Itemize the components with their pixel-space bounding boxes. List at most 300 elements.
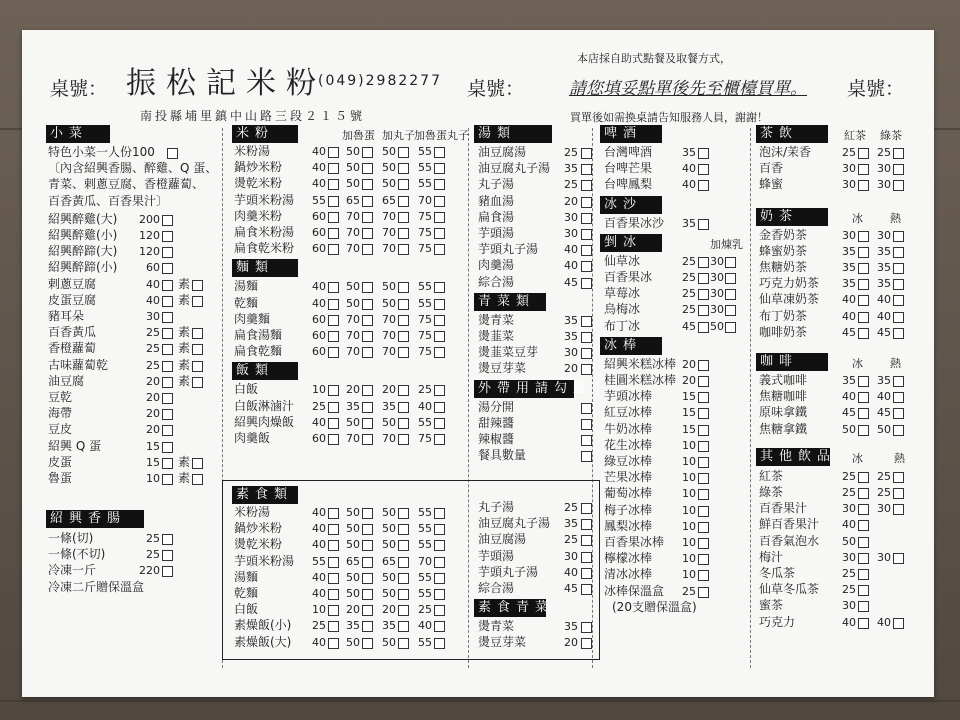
order-checkbox[interactable] xyxy=(581,403,592,414)
item-price: 10 xyxy=(682,568,696,582)
order-checkbox[interactable] xyxy=(434,508,445,519)
item-price: 50 xyxy=(382,161,396,175)
order-checkbox[interactable] xyxy=(581,364,592,375)
column-header: 冰 xyxy=(852,211,863,225)
order-checkbox[interactable] xyxy=(162,409,173,420)
item-price: 220 xyxy=(139,564,160,578)
item-name: 油豆腐湯 xyxy=(478,145,527,159)
order-checkbox[interactable] xyxy=(581,245,592,256)
item-name: 百香 xyxy=(759,161,784,176)
item-price: 70 xyxy=(346,432,360,445)
section-header: 湯類 xyxy=(474,125,552,143)
item-name: 乾麵 xyxy=(234,295,259,310)
item-price: 20 xyxy=(146,407,160,421)
item-price: 25 xyxy=(682,271,696,284)
table-label-left: 桌號： xyxy=(50,78,108,100)
item-price: 40 xyxy=(312,587,326,600)
column-header: 綠茶 xyxy=(880,129,902,142)
item-name: 芋頭丸子湯 xyxy=(478,242,539,257)
order-checkbox[interactable] xyxy=(167,148,178,159)
item-price: 40 xyxy=(682,162,696,176)
item-price: 45 xyxy=(842,406,856,420)
item-price: 35 xyxy=(346,619,360,633)
order-checkbox[interactable] xyxy=(581,451,592,462)
item-price: 25 xyxy=(564,533,578,547)
item-name: 布丁冰 xyxy=(604,318,641,333)
item-price: 70 xyxy=(418,554,432,568)
item-price: 50 xyxy=(382,635,396,649)
order-checkbox[interactable] xyxy=(434,196,445,207)
item-name: 豆乾 xyxy=(48,390,73,404)
item-veg-label: 素 xyxy=(178,325,191,340)
order-checkbox[interactable] xyxy=(858,601,869,612)
item-price: 10 xyxy=(682,519,696,533)
order-checkbox[interactable] xyxy=(698,570,709,581)
desk-edge xyxy=(0,700,960,702)
item-name: 燙乾米粉 xyxy=(234,176,283,191)
item-name: 丸子湯 xyxy=(478,177,515,192)
item-name: 紅茶 xyxy=(759,468,784,483)
item-veg-label: 素 xyxy=(178,292,191,307)
item-price: 20 xyxy=(564,362,578,376)
order-checkbox[interactable] xyxy=(581,348,592,359)
item-name: 油豆腐湯 xyxy=(478,532,527,547)
order-checkbox[interactable] xyxy=(434,638,445,649)
item-price: 40 xyxy=(877,309,891,323)
item-price: 10 xyxy=(682,487,696,501)
order-checkbox[interactable] xyxy=(581,164,592,175)
order-checkbox[interactable] xyxy=(162,280,173,291)
item-price: 35 xyxy=(877,374,891,387)
item-price: 15 xyxy=(146,455,160,469)
item-price: 55 xyxy=(418,635,432,649)
item-price: 60 xyxy=(312,242,326,256)
item-price: 20 xyxy=(146,391,160,404)
item-price: 70 xyxy=(346,209,360,223)
item-name: 皮蛋 xyxy=(48,454,73,469)
order-checkbox[interactable] xyxy=(434,605,445,616)
order-checkbox[interactable] xyxy=(162,247,173,258)
order-checkbox[interactable] xyxy=(434,228,445,239)
item-name: 焦糖咖啡 xyxy=(759,389,808,404)
item-name: 冰棒保溫盒 xyxy=(604,583,665,598)
section-header: 麵類 xyxy=(232,259,298,277)
item-price: 20 xyxy=(146,374,160,388)
order-checkbox[interactable] xyxy=(434,331,445,342)
item-name: 布丁奶茶 xyxy=(759,308,808,323)
order-checkbox[interactable] xyxy=(434,212,445,223)
order-checkbox[interactable] xyxy=(893,425,904,436)
item-name: 湯分開 xyxy=(478,399,515,414)
order-checkbox[interactable] xyxy=(893,553,904,564)
order-checkbox[interactable] xyxy=(893,180,904,191)
item-price: 30 xyxy=(842,228,856,242)
order-checkbox[interactable] xyxy=(434,589,445,600)
item-price: 200 xyxy=(139,212,160,226)
order-checkbox[interactable] xyxy=(434,557,445,568)
item-name: 芋頭湯 xyxy=(478,548,515,563)
item-name: 素燥飯(大) xyxy=(234,634,292,649)
item-price: 40 xyxy=(842,518,856,532)
item-price: 10 xyxy=(682,552,696,566)
column-header: 加魯蛋 xyxy=(342,129,375,142)
order-checkbox[interactable] xyxy=(893,295,904,306)
order-checkbox[interactable] xyxy=(192,361,203,372)
order-checkbox[interactable] xyxy=(162,550,173,561)
item-price: 20 xyxy=(564,636,578,650)
order-checkbox[interactable] xyxy=(162,474,173,485)
item-price: 120 xyxy=(139,229,160,242)
order-checkbox[interactable] xyxy=(858,569,869,580)
order-checkbox[interactable] xyxy=(698,219,709,230)
order-checkbox[interactable] xyxy=(192,328,203,339)
order-checkbox[interactable] xyxy=(162,328,173,339)
item-price: 60 xyxy=(312,329,326,342)
item-name: 百香果冰 xyxy=(604,270,653,284)
item-name: 檸檬冰棒 xyxy=(604,551,653,566)
item-price: 25 xyxy=(682,287,696,301)
item-price: 25 xyxy=(842,469,856,483)
order-checkbox[interactable] xyxy=(893,164,904,175)
order-checkbox[interactable] xyxy=(893,263,904,274)
order-checkbox[interactable] xyxy=(434,147,445,158)
item-price: 10 xyxy=(682,503,696,517)
item-price: 40 xyxy=(312,145,326,158)
item-name: (20支贈保溫盒) xyxy=(612,599,697,614)
item-price: 50 xyxy=(346,570,360,584)
order-checkbox[interactable] xyxy=(192,377,203,388)
order-checkbox[interactable] xyxy=(434,244,445,255)
order-checkbox[interactable] xyxy=(162,263,173,274)
item-name: 扁食乾麵 xyxy=(234,344,283,359)
order-checkbox[interactable] xyxy=(893,618,904,629)
order-checkbox[interactable] xyxy=(581,261,592,272)
item-price: 10 xyxy=(312,603,326,617)
order-checkbox[interactable] xyxy=(581,419,592,430)
item-price: 25 xyxy=(842,486,856,499)
order-checkbox[interactable] xyxy=(698,425,709,436)
item-price: 35 xyxy=(382,399,396,413)
order-checkbox[interactable] xyxy=(162,534,173,545)
order-checkbox[interactable] xyxy=(434,179,445,190)
section-header: 其他飲品 xyxy=(756,448,830,466)
item-price: 40 xyxy=(842,293,856,307)
order-checkbox[interactable] xyxy=(893,148,904,159)
order-checkbox[interactable] xyxy=(162,566,173,577)
item-name: 紹興 Q 蛋 xyxy=(48,438,102,453)
item-name: 油豆腐丸子湯 xyxy=(478,161,551,176)
item-name: 扁食米粉湯 xyxy=(234,225,295,239)
order-checkbox[interactable] xyxy=(581,638,592,649)
item-name: 香橙蘿蔔 xyxy=(48,341,97,356)
item-name: 燙韮菜豆芽 xyxy=(478,345,539,360)
item-price: 55 xyxy=(418,538,432,552)
order-checkbox[interactable] xyxy=(698,408,709,419)
order-checkbox[interactable] xyxy=(192,474,203,485)
item-price: 50 xyxy=(382,415,396,429)
order-checkbox[interactable] xyxy=(893,504,904,515)
item-price: 25 xyxy=(564,501,578,514)
item-name: 扁食湯 xyxy=(478,209,515,224)
order-checkbox[interactable] xyxy=(698,164,709,175)
order-checkbox[interactable] xyxy=(192,296,203,307)
order-checkbox[interactable] xyxy=(698,360,709,371)
item-price: 30 xyxy=(564,210,578,224)
order-checkbox[interactable] xyxy=(162,458,173,469)
order-checkbox[interactable] xyxy=(162,442,173,453)
order-checkbox[interactable] xyxy=(434,418,445,429)
column-header: 加丸子 xyxy=(382,129,415,142)
order-checkbox[interactable] xyxy=(581,535,592,546)
item-price: 50 xyxy=(346,506,360,519)
item-price: 40 xyxy=(842,309,856,323)
order-checkbox[interactable] xyxy=(434,299,445,310)
item-name: 芋頭湯 xyxy=(478,226,515,240)
item-price: 70 xyxy=(382,209,396,223)
item-name: 百香黃瓜 xyxy=(48,325,97,340)
section-header: 咖啡 xyxy=(756,353,828,371)
item-price: 25 xyxy=(842,146,856,159)
order-checkbox[interactable] xyxy=(698,522,709,533)
item-price: 40 xyxy=(312,296,326,310)
item-name: 甜辣醬 xyxy=(478,415,515,430)
item-name: 米粉湯 xyxy=(234,505,271,519)
item-price: 35 xyxy=(682,216,696,230)
item-price: 75 xyxy=(418,432,432,445)
order-checkbox[interactable] xyxy=(434,163,445,174)
item-name: 扁食乾米粉 xyxy=(234,241,295,256)
item-name: 仙草冬瓜茶 xyxy=(759,582,820,597)
item-price: 40 xyxy=(682,178,696,192)
order-checkbox[interactable] xyxy=(581,435,592,446)
order-checkbox[interactable] xyxy=(162,296,173,307)
order-checkbox[interactable] xyxy=(434,347,445,358)
item-price: 30 xyxy=(877,162,891,176)
item-price: 25 xyxy=(842,583,856,597)
item-price: 45 xyxy=(564,275,578,289)
order-checkbox[interactable] xyxy=(162,361,173,372)
order-checkbox[interactable] xyxy=(893,488,904,499)
item-price: 50 xyxy=(346,415,360,429)
item-name: 原味拿鐵 xyxy=(759,405,808,420)
order-checkbox[interactable] xyxy=(434,315,445,326)
order-checkbox[interactable] xyxy=(698,587,709,598)
order-checkbox[interactable] xyxy=(434,434,445,445)
item-name: 仙草凍奶茶 xyxy=(759,292,820,307)
item-price: 35 xyxy=(877,277,891,291)
order-checkbox[interactable] xyxy=(725,257,736,268)
item-name: 海帶 xyxy=(48,406,73,421)
column-header: 紅茶 xyxy=(844,129,866,142)
order-checkbox[interactable] xyxy=(162,215,173,226)
item-price: 40 xyxy=(877,390,891,404)
order-checkbox[interactable] xyxy=(581,213,592,224)
order-checkbox[interactable] xyxy=(725,273,736,284)
order-checkbox[interactable] xyxy=(893,247,904,258)
item-name: 乾麵 xyxy=(234,586,259,600)
item-name: 芋頭米粉湯 xyxy=(234,192,295,207)
item-name: 百香果冰棒 xyxy=(604,535,665,549)
item-price: 65 xyxy=(382,193,396,207)
order-checkbox[interactable] xyxy=(162,312,173,323)
order-checkbox[interactable] xyxy=(893,472,904,483)
item-name: 百香氣泡水 xyxy=(759,533,820,548)
item-name: 桂圓米糕冰棒 xyxy=(604,373,677,387)
order-checkbox[interactable] xyxy=(162,344,173,355)
item-price: 50 xyxy=(346,538,360,552)
item-price: 35 xyxy=(842,244,856,258)
item-name: 牛奶冰棒 xyxy=(604,421,653,436)
item-price: 20 xyxy=(346,383,360,397)
item-price: 15 xyxy=(682,390,696,404)
item-price: 65 xyxy=(382,554,396,568)
item-price: 70 xyxy=(382,329,396,342)
item-price: 10 xyxy=(682,438,696,452)
column-header: 熱 xyxy=(894,451,905,465)
order-checkbox[interactable] xyxy=(192,458,203,469)
item-price: 75 xyxy=(418,226,432,239)
order-checkbox[interactable] xyxy=(192,344,203,355)
order-checkbox[interactable] xyxy=(858,537,869,548)
order-checkbox[interactable] xyxy=(698,392,709,403)
item-price: 40 xyxy=(312,522,326,536)
item-price: 35 xyxy=(842,277,856,291)
shop-name: 振松記米粉 xyxy=(126,66,326,101)
item-name: 素燥飯(小) xyxy=(234,618,292,633)
item-name: 魯蛋 xyxy=(48,471,73,485)
order-checkbox[interactable] xyxy=(725,289,736,300)
item-price: 30 xyxy=(564,549,578,563)
item-price: 25 xyxy=(418,383,432,397)
item-price: 45 xyxy=(842,325,856,339)
item-price: 50 xyxy=(710,319,724,333)
item-name: 芋頭丸子湯 xyxy=(478,564,539,579)
order-checkbox[interactable] xyxy=(698,489,709,500)
item-price: 70 xyxy=(346,312,360,326)
item-price: 25 xyxy=(564,146,578,159)
shop-phone: (049)2982277 xyxy=(318,73,442,89)
order-checkbox[interactable] xyxy=(581,278,592,289)
order-checkbox[interactable] xyxy=(725,305,736,316)
order-checkbox[interactable] xyxy=(698,506,709,517)
item-price: 25 xyxy=(146,342,160,356)
item-name: 紹興醉蹄(小) xyxy=(48,260,118,275)
order-checkbox[interactable] xyxy=(581,229,592,240)
item-price: 70 xyxy=(382,432,396,445)
order-checkbox[interactable] xyxy=(581,622,592,633)
order-checkbox[interactable] xyxy=(434,540,445,551)
order-checkbox[interactable] xyxy=(581,148,592,159)
item-price: 35 xyxy=(564,517,578,531)
item-price: 50 xyxy=(382,538,396,552)
order-checkbox[interactable] xyxy=(581,316,592,327)
order-checkbox[interactable] xyxy=(581,519,592,530)
order-checkbox[interactable] xyxy=(698,180,709,191)
column-header: 熱 xyxy=(890,211,901,225)
order-checkbox[interactable] xyxy=(893,408,904,419)
item-price: 50 xyxy=(382,145,396,158)
order-checkbox[interactable] xyxy=(581,552,592,563)
section-header: 茶飲 xyxy=(756,125,828,143)
order-checkbox[interactable] xyxy=(162,393,173,404)
order-checkbox[interactable] xyxy=(434,402,445,413)
item-name: 燙青菜 xyxy=(478,312,515,327)
order-checkbox[interactable] xyxy=(434,573,445,584)
item-name: 芋頭米粉湯 xyxy=(234,553,295,568)
order-checkbox[interactable] xyxy=(434,524,445,535)
item-veg-label: 素 xyxy=(178,341,191,356)
item-price: 30 xyxy=(842,178,856,192)
item-price: 50 xyxy=(842,534,856,548)
order-checkbox[interactable] xyxy=(162,377,173,388)
item-price: 35 xyxy=(682,146,696,159)
item-name: 白飯 xyxy=(234,382,259,397)
order-checkbox[interactable] xyxy=(581,180,592,191)
order-checkbox[interactable] xyxy=(698,554,709,565)
item-price: 20 xyxy=(146,423,160,437)
item-price: 25 xyxy=(682,584,696,598)
item-price: 70 xyxy=(382,242,396,256)
item-price: 10 xyxy=(682,536,696,549)
order-checkbox[interactable] xyxy=(893,328,904,339)
order-checkbox[interactable] xyxy=(434,385,445,396)
order-checkbox[interactable] xyxy=(698,148,709,159)
notice-main: 請您填妥點單後先至櫃檯買單。 xyxy=(569,79,807,99)
item-price: 30 xyxy=(842,599,856,613)
item-price: 40 xyxy=(146,277,160,291)
order-checkbox[interactable] xyxy=(698,457,709,468)
order-checkbox[interactable] xyxy=(858,585,869,596)
item-name: 古味蘿蔔乾 xyxy=(48,357,109,372)
order-checkbox[interactable] xyxy=(162,231,173,242)
order-checkbox[interactable] xyxy=(893,312,904,323)
item-price: 30 xyxy=(146,310,160,323)
column-header: 加煉乳 xyxy=(710,237,743,251)
item-price: 50 xyxy=(346,635,360,649)
item-veg-label: 素 xyxy=(178,357,191,372)
order-checkbox[interactable] xyxy=(893,392,904,403)
order-checkbox[interactable] xyxy=(698,441,709,452)
order-checkbox[interactable] xyxy=(725,322,736,333)
item-veg-label: 素 xyxy=(178,276,191,291)
order-checkbox[interactable] xyxy=(581,332,592,343)
item-name: 扁食湯麵 xyxy=(234,328,283,342)
order-checkbox[interactable] xyxy=(581,568,592,579)
item-name: 紹興肉燥飯 xyxy=(234,414,295,429)
order-checkbox[interactable] xyxy=(698,538,709,549)
order-checkbox[interactable] xyxy=(893,376,904,387)
item-price: 25 xyxy=(146,548,160,562)
order-checkbox[interactable] xyxy=(581,503,592,514)
order-checkbox[interactable] xyxy=(698,376,709,387)
item-name: 米粉湯 xyxy=(234,144,271,158)
item-price: 20 xyxy=(682,357,696,371)
order-checkbox[interactable] xyxy=(698,473,709,484)
item-price: 35 xyxy=(877,244,891,258)
order-checkbox[interactable] xyxy=(434,621,445,632)
order-checkbox[interactable] xyxy=(858,520,869,531)
item-price: 55 xyxy=(418,280,432,294)
order-checkbox[interactable] xyxy=(581,584,592,595)
order-checkbox[interactable] xyxy=(893,279,904,290)
item-price: 30 xyxy=(710,287,724,301)
order-checkbox[interactable] xyxy=(192,280,203,291)
item-price: 25 xyxy=(877,146,891,159)
order-checkbox[interactable] xyxy=(162,425,173,436)
order-checkbox[interactable] xyxy=(893,231,904,242)
order-checkbox[interactable] xyxy=(434,282,445,293)
order-checkbox[interactable] xyxy=(581,197,592,208)
